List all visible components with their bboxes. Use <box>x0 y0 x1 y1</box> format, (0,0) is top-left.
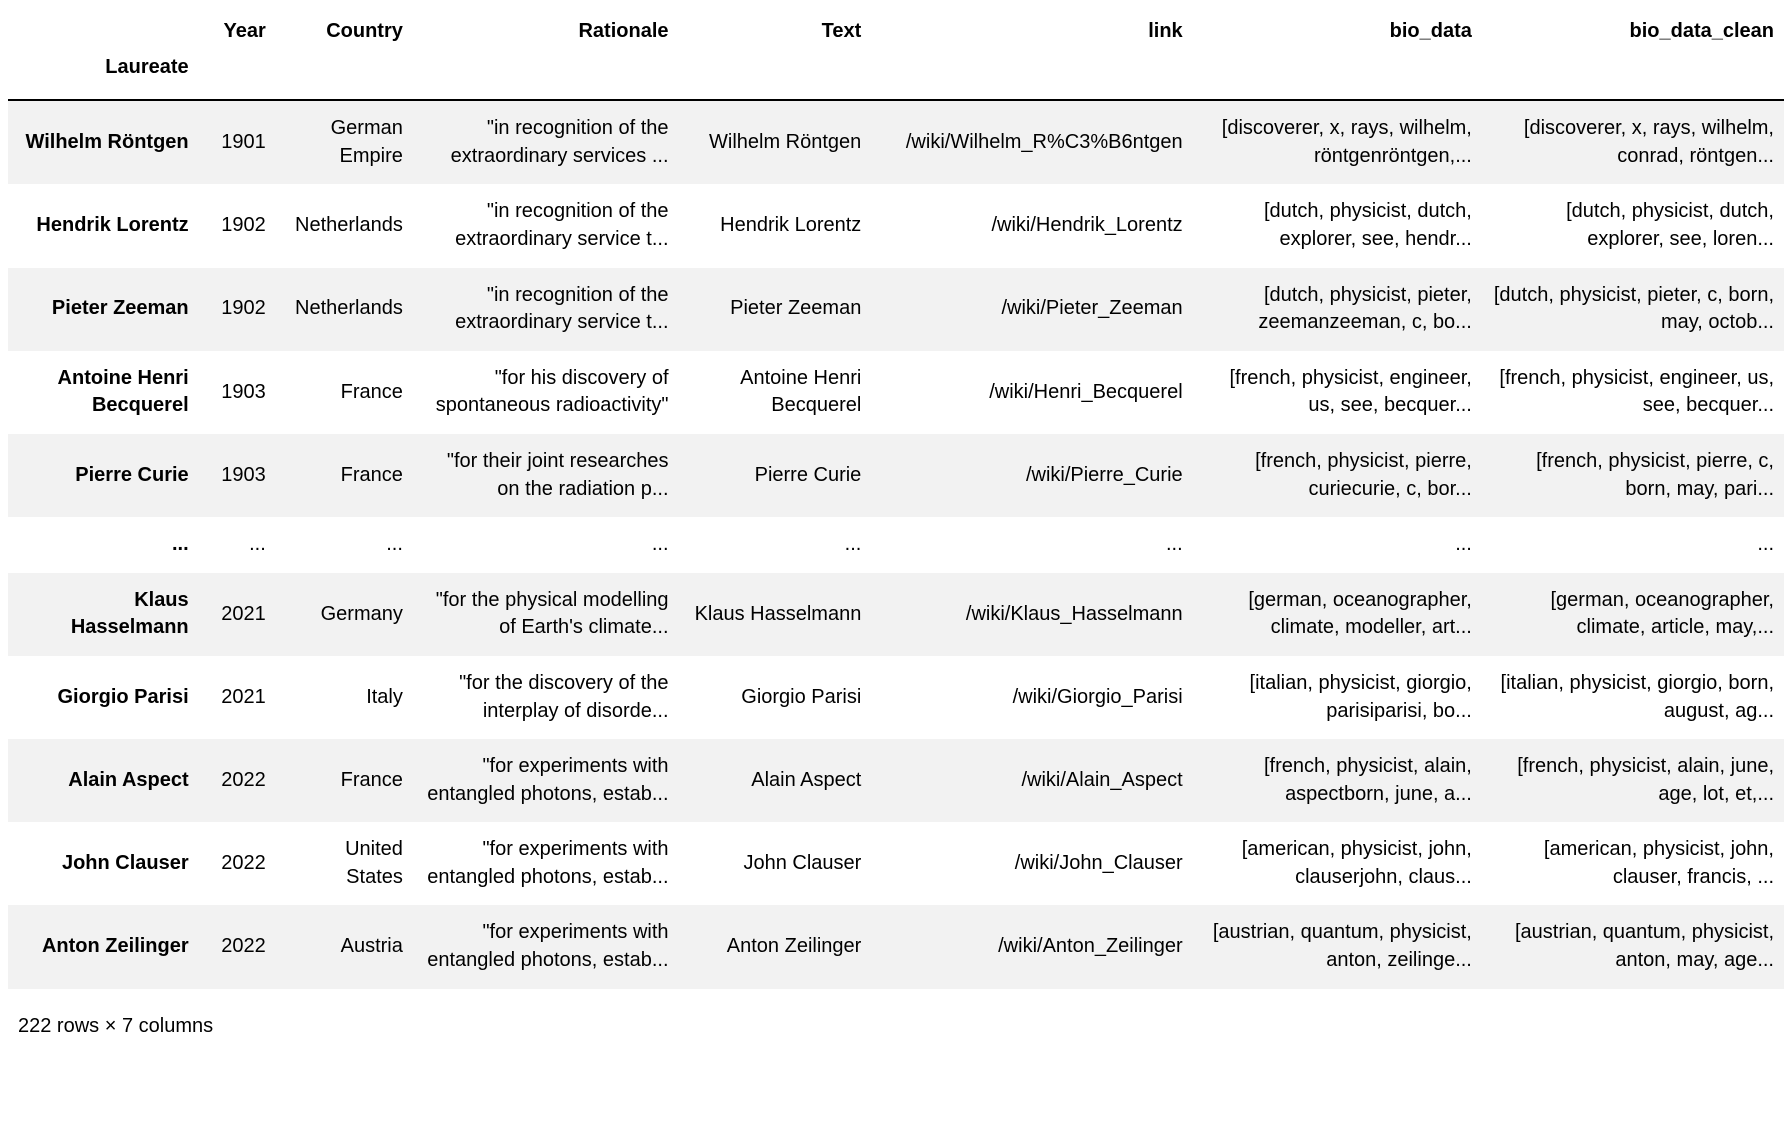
table-row <box>8 184 1784 267</box>
dataframe-table <box>8 0 1784 989</box>
cell-bio-data-clean: [discoverer, x, rays, wilhelm, conrad, röntgen... <box>1523 117 1774 167</box>
cell-bio-data: [french, physicist, pierre, curiecurie, c, bor... <box>1255 449 1472 500</box>
cell-text: Pierre Curie <box>754 463 862 486</box>
cell-country: Austria <box>340 935 403 958</box>
cell-rationale: "in recognition of the extraordinary services ... <box>450 117 669 167</box>
row-index-laureate: John Clauser <box>61 852 189 875</box>
cell-rationale: "for experiments with entangled photons, estab... <box>427 755 669 805</box>
cell-country: France <box>340 380 403 403</box>
cell-country: Netherlands <box>295 297 403 320</box>
row-index-laureate: Klaus Hasselmann <box>70 588 189 639</box>
table-row <box>8 100 1784 184</box>
row-index-ellipsis: ... <box>171 533 189 556</box>
cell-bio-data: [italian, physicist, giorgio, parisiparisi, bo... <box>1249 671 1472 722</box>
cell-rationale: "for experiments with entangled photons, estab... <box>427 838 669 888</box>
column-header-link[interactable]: link <box>1148 20 1183 42</box>
column-header-bio-data-clean[interactable]: bio_data_clean <box>1629 20 1774 42</box>
cell-bio-data-clean: [dutch, physicist, pieter, c, born, may, octob... <box>1493 283 1774 334</box>
cell-ellipsis: ... <box>386 533 403 556</box>
cell-link: /wiki/Klaus_Hasselmann <box>965 602 1183 625</box>
table-body <box>8 100 1784 988</box>
cell-country: United States <box>345 838 403 888</box>
cell-link: /wiki/Giorgio_Parisi <box>1012 685 1183 708</box>
cell-text: Giorgio Parisi <box>741 685 862 708</box>
cell-year: 2022 <box>221 768 266 791</box>
cell-text: Wilhelm Röntgen <box>709 130 862 153</box>
cell-bio-data: [dutch, physicist, dutch, explorer, see, hendr... <box>1263 200 1472 250</box>
cell-link: /wiki/John_Clauser <box>1014 852 1183 875</box>
cell-text: Hendrik Lorentz <box>720 214 862 237</box>
cell-link: /wiki/Pierre_Curie <box>1025 463 1183 486</box>
index-row-blank-6 <box>1193 50 1482 101</box>
cell-year: 2022 <box>221 935 266 958</box>
cell-text: Klaus Hasselmann <box>694 602 862 625</box>
cell-rationale: "for the discovery of the interplay of disorde... <box>459 671 669 722</box>
cell-country: Netherlands <box>295 214 403 237</box>
cell-ellipsis: ... <box>249 533 266 556</box>
table-row-ellipsis <box>8 517 1784 573</box>
cell-bio-data-clean: [austrian, quantum, physicist, anton, may, age... <box>1514 921 1774 972</box>
cell-rationale: "for experiments with entangled photons, estab... <box>427 921 669 972</box>
header-row-columns <box>8 0 1784 50</box>
cell-bio-data: [french, physicist, engineer, us, see, becquer... <box>1229 366 1472 417</box>
cell-link: /wiki/Pieter_Zeeman <box>1001 297 1183 320</box>
row-index-laureate: Pierre Curie <box>75 463 189 486</box>
cell-bio-data: [discoverer, x, rays, wilhelm, röntgenröntgen,... <box>1221 117 1472 167</box>
cell-bio-data-clean: [french, physicist, alain, june, age, lot, et,... <box>1517 755 1774 805</box>
cell-link: /wiki/Alain_Aspect <box>1021 768 1183 791</box>
cell-ellipsis: ... <box>844 533 862 556</box>
cell-year: 1903 <box>221 463 266 486</box>
index-row-blank-1 <box>199 50 276 101</box>
cell-bio-data: [german, oceanographer, climate, modeller, art... <box>1248 588 1472 639</box>
cell-year: 1901 <box>221 130 266 153</box>
cell-link: /wiki/Hendrik_Lorentz <box>991 214 1183 237</box>
table-row <box>8 573 1784 656</box>
index-row-blank-2 <box>276 50 413 101</box>
cell-rationale: "in recognition of the extraordinary service t... <box>455 283 669 334</box>
cell-bio-data-clean: [italian, physicist, giorgio, born, august, ag... <box>1500 671 1774 722</box>
table-row <box>8 739 1784 822</box>
cell-ellipsis: ... <box>651 533 669 556</box>
header-row-index-name <box>8 50 1784 101</box>
cell-bio-data: [austrian, quantum, physicist, anton, zeilinge... <box>1212 921 1472 972</box>
table-header <box>8 0 1784 100</box>
row-index-laureate: Giorgio Parisi <box>57 685 189 708</box>
cell-bio-data-clean: [french, physicist, engineer, us, see, becquer... <box>1499 366 1774 417</box>
cell-ellipsis: ... <box>1757 533 1774 556</box>
cell-country: France <box>340 768 403 791</box>
column-header-country[interactable]: Country <box>326 20 403 42</box>
cell-year: 2021 <box>221 685 266 708</box>
index-row-blank-7 <box>1482 50 1784 101</box>
table-row <box>8 822 1784 905</box>
cell-country: Germany <box>320 602 403 625</box>
cell-text: Alain Aspect <box>751 768 862 791</box>
index-row-blank-4 <box>679 50 872 101</box>
cell-rationale: "in recognition of the extraordinary service t... <box>455 200 669 250</box>
cell-text: Anton Zeilinger <box>726 935 862 958</box>
column-header-bio-data[interactable]: bio_data <box>1389 20 1472 42</box>
cell-bio-data: [french, physicist, alain, aspectborn, june, a... <box>1263 755 1472 805</box>
cell-year: 2021 <box>221 602 266 625</box>
table-row <box>8 434 1784 517</box>
index-name-laureate: Laureate <box>105 55 189 78</box>
row-index-laureate: Hendrik Lorentz <box>36 214 189 237</box>
cell-bio-data: [dutch, physicist, pieter, zeemanzeeman, c, bo... <box>1258 283 1472 334</box>
index-row-blank-5 <box>871 50 1192 101</box>
cell-bio-data-clean: [dutch, physicist, dutch, explorer, see, loren... <box>1566 200 1774 250</box>
cell-link: /wiki/Henri_Becquerel <box>989 380 1183 403</box>
cell-bio-data: [american, physicist, john, clauserjohn, claus... <box>1241 838 1472 888</box>
row-index-laureate: Anton Zeilinger <box>41 935 189 958</box>
column-header-text[interactable]: Text <box>821 20 862 42</box>
dataframe-shape-note: 222 rows × 7 columns <box>18 1014 214 1037</box>
cell-year: 2022 <box>221 852 266 875</box>
cell-country: Italy <box>366 685 403 708</box>
cell-ellipsis: ... <box>1165 533 1183 556</box>
header-corner-blank <box>8 0 199 50</box>
index-row-blank-3 <box>413 50 679 101</box>
row-index-laureate: Wilhelm Röntgen <box>25 130 189 153</box>
cell-rationale: "for his discovery of spontaneous radioactivity" <box>435 366 669 417</box>
cell-bio-data-clean: [german, oceanographer, climate, article, may,... <box>1550 588 1774 639</box>
cell-bio-data-clean: [french, physicist, pierre, c, born, may, pari... <box>1536 449 1774 500</box>
cell-text: Antoine Henri Becquerel <box>740 366 862 417</box>
cell-country: France <box>340 463 403 486</box>
row-index-laureate: Pieter Zeeman <box>51 297 189 320</box>
column-header-year[interactable]: Year <box>223 20 266 42</box>
table-row <box>8 656 1784 739</box>
table-row <box>8 351 1784 434</box>
cell-rationale: "for their joint researches on the radiation p... <box>446 449 669 500</box>
cell-country: German Empire <box>330 117 403 167</box>
cell-text: John Clauser <box>743 852 862 875</box>
row-index-laureate: Antoine Henri Becquerel <box>57 366 189 417</box>
column-header-rationale[interactable]: Rationale <box>578 20 669 42</box>
cell-link: /wiki/Wilhelm_R%C3%B6ntgen <box>905 130 1183 153</box>
cell-year: 1903 <box>221 380 266 403</box>
row-index-laureate: Alain Aspect <box>68 768 189 791</box>
cell-bio-data-clean: [american, physicist, john, clauser, francis, ... <box>1543 838 1774 888</box>
table-row <box>8 268 1784 351</box>
table-row <box>8 905 1784 988</box>
cell-year: 1902 <box>221 297 266 320</box>
cell-text: Pieter Zeeman <box>730 297 862 320</box>
cell-year: 1902 <box>221 214 266 237</box>
cell-ellipsis: ... <box>1455 533 1472 556</box>
cell-rationale: "for the physical modelling of Earth's climate... <box>435 588 669 639</box>
cell-link: /wiki/Anton_Zeilinger <box>998 935 1183 958</box>
